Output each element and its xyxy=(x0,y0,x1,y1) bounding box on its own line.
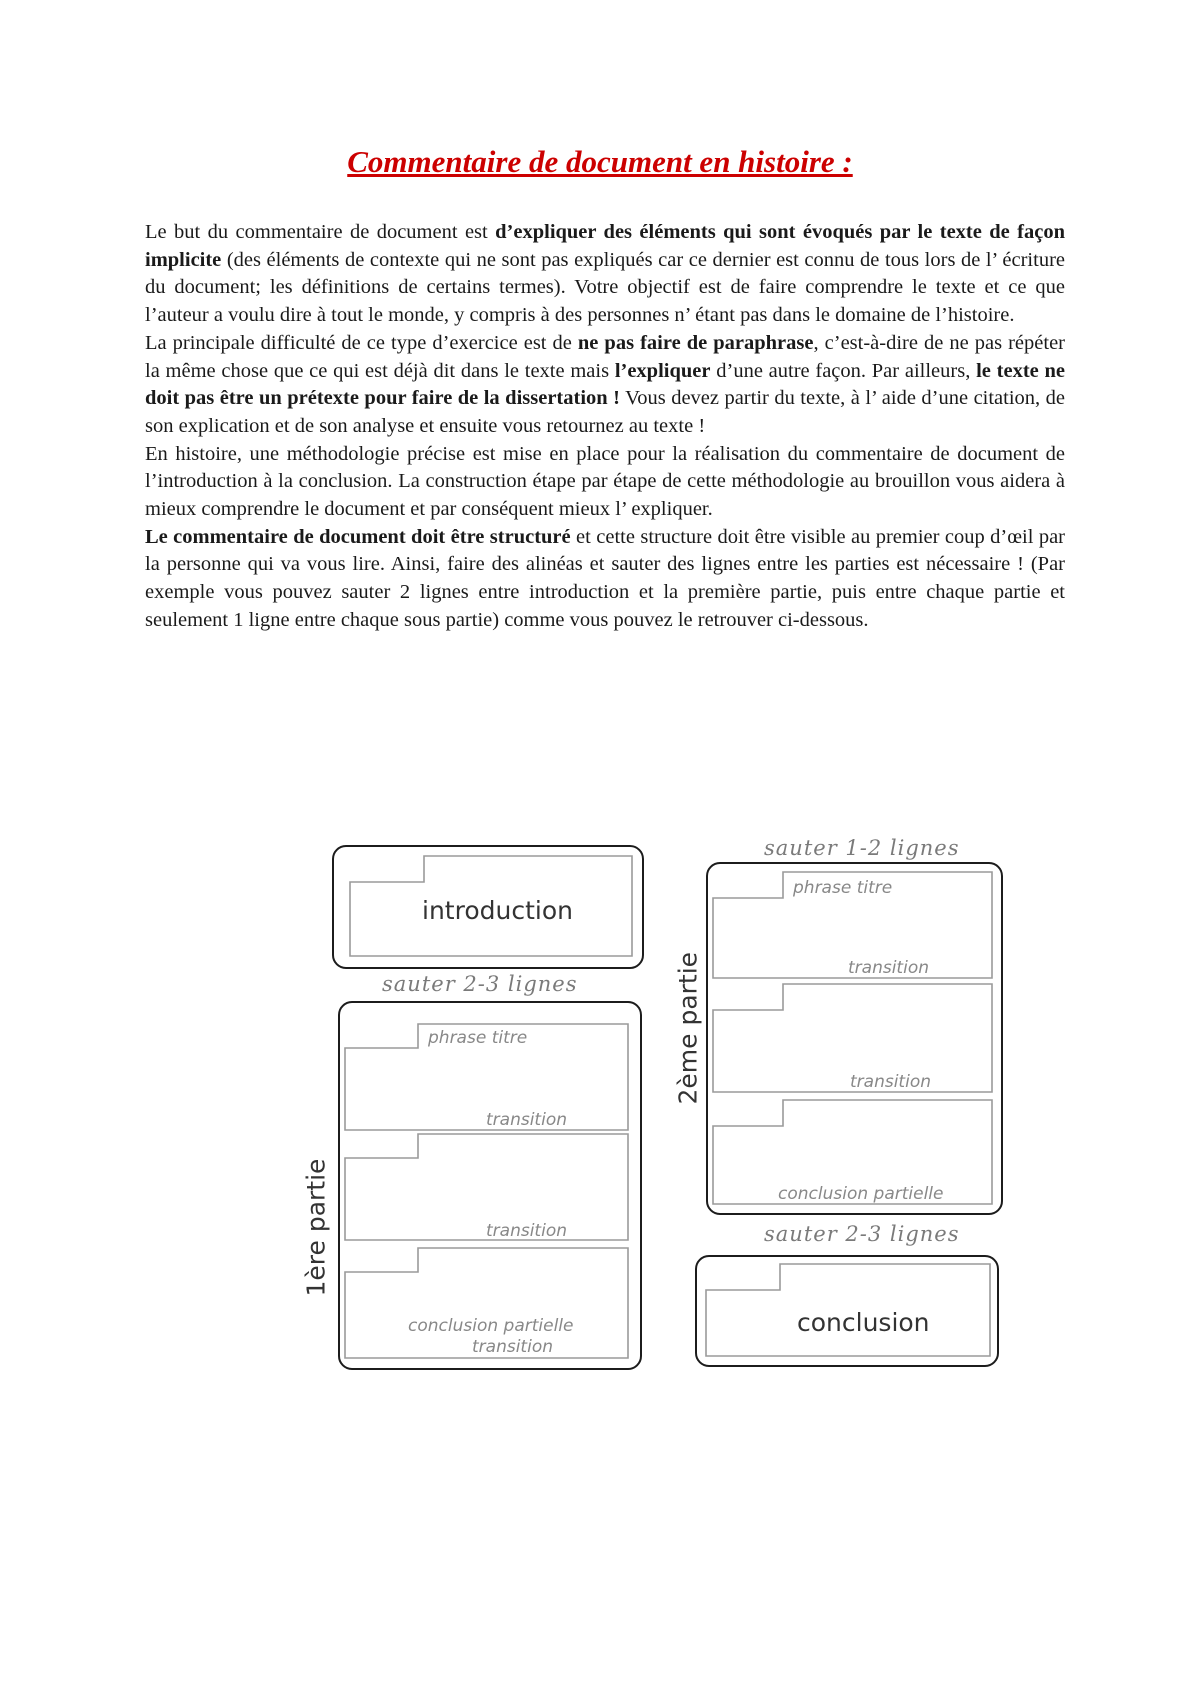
part1-frame xyxy=(338,1001,642,1370)
part2-frame xyxy=(706,862,1003,1215)
p2-text-a: La principale difficulté de ce type d’exercice est de xyxy=(145,331,578,354)
p2-bold-d: l’expliquer xyxy=(614,359,711,382)
p2-bold-b: ne pas faire de paraphrase xyxy=(577,331,814,354)
part2-phrase-titre: phrase titre xyxy=(793,878,893,898)
part1-phrase-titre: phrase titre xyxy=(428,1028,528,1048)
part2-label: 2ème partie xyxy=(673,951,703,1105)
p1-text-c: (des éléments de contexte qui ne sont pas expliqués car ce dernier est connu de tous lors de l’ écriture du document; les définitions de certains termes). Votre objectif est de faire comprendre le texte et ce que l’auteur a voulu dire à tout le monde, y compris à des personnes n’ étant pas dans le domaine de l’histoire. xyxy=(145,248,1065,327)
conclusion-label: conclusion xyxy=(797,1308,930,1337)
paragraph-3: En histoire, une méthodologie précise est mise en place pour la réalisation du commentaire de document de l’introduction à la conclusion. La construction étape par étape de cette méthodologie au brouillon vous aidera à mieux comprendre le document et par conséquent mieux l’ expliquer. xyxy=(145,442,1065,521)
part1-transition-3: transition xyxy=(472,1337,553,1357)
skip-lines-right-label: sauter 2-3 lignes xyxy=(764,1222,960,1246)
part1-transition-2: transition xyxy=(486,1221,567,1241)
skip-lines-1-2-label: sauter 1-2 lignes xyxy=(764,836,960,860)
p2-text-g: Vous devez partir du texte, à l’ aide d’une citation, de son explication et de son analyse et ensuite vous retournez au texte ! xyxy=(145,387,1065,437)
skip-lines-left-label: sauter 2-3 lignes xyxy=(382,972,578,996)
p1-text-a: Le but du commentaire de document est xyxy=(145,221,496,243)
part2-transition-1: transition xyxy=(848,958,929,978)
part1-conclusion-partielle: conclusion partielle xyxy=(408,1316,574,1336)
part1-label: 1ère partie xyxy=(301,1158,331,1297)
p1-bold: d’expliquer des éléments qui sont évoqués par le texte de façon implicite xyxy=(145,221,1065,271)
p4-text-b: et cette structure doit être visible au premier coup d’œil par la personne qui va vous lire. Ainsi, faire des alinéas et sauter des lignes entre les parties est nécessaire ! (Par exemple vous pouvez sauter 2 lignes entre introduction et la première partie, puis entre chaque partie et seulement 1 ligne entre chaque sous partie) comme vous pouvez le retrouver ci-dessous. xyxy=(145,525,1065,631)
part2-transition-2: transition xyxy=(850,1072,931,1092)
p4-bold: Le commentaire de document doit être structuré xyxy=(145,525,571,548)
part2-conclusion-partielle: conclusion partielle xyxy=(778,1184,944,1204)
part1-transition-1: transition xyxy=(486,1110,567,1130)
introduction-label: introduction xyxy=(422,896,573,925)
p2-text-c: , c’est-à-dire de ne pas répéter la même chose que ce qui est déjà dit dans le texte mais xyxy=(145,331,1065,382)
p2-bold-f: le texte ne doit pas être un prétexte pour faire de la dissertation ! xyxy=(145,359,1065,410)
p2-text-e: d’une autre façon. Par ailleurs, xyxy=(710,359,977,382)
page-title: Commentaire de document en histoire : xyxy=(347,144,853,179)
